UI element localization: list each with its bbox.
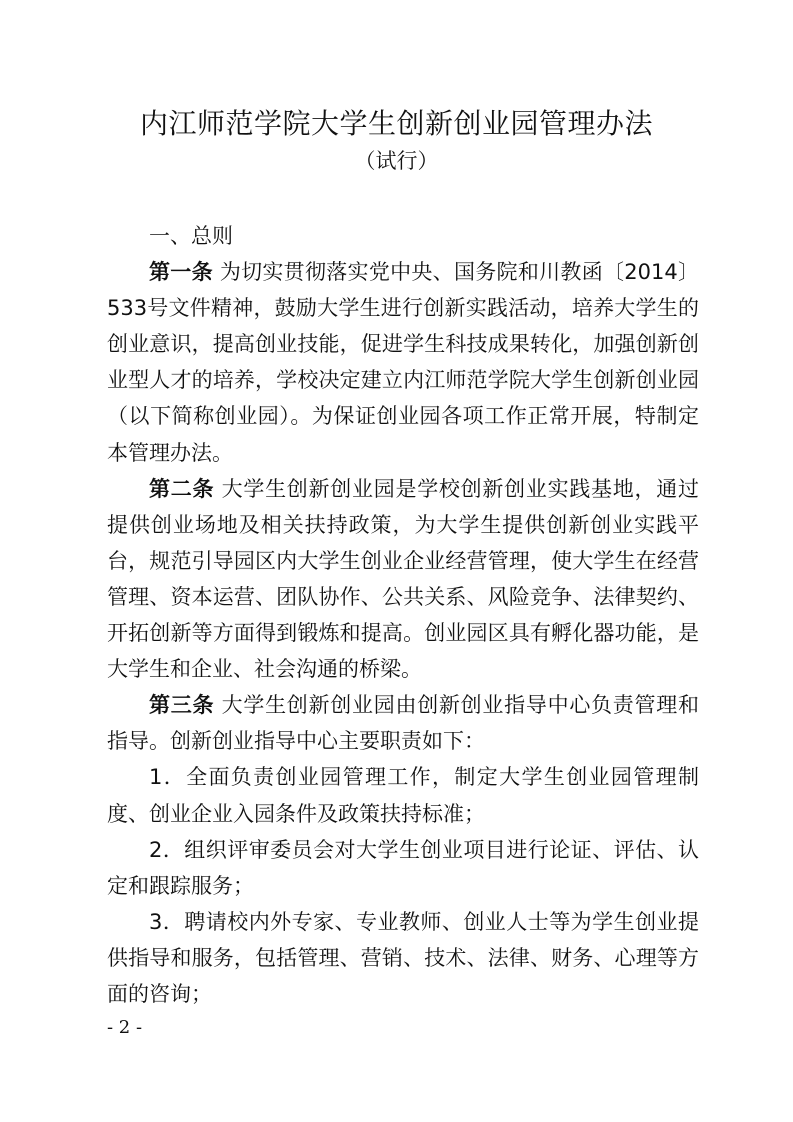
list-item: 2．组织评审委员会对大学生创业项目进行论证、评估、认定和跟踪服务； [107,837,699,898]
list-item: 3．聘请校内外专家、专业教师、创业人士等为学生创业提供指导和服务，包括管理、营销、技术、法律、财务、心理等方面的咨询； [107,909,699,1006]
article-text: 大学生创新创业园是学校创新创业实践基地，通过提供创业场地及相关扶持政策，为大学生提供创新创业实践平台，规范引导园区内大学生创业企业经营管理，使大学生在经营管理、资本运营、团队协作、公共关系、风险竞争、法律契约、开拓创新等方面得到锻炼和提高。创业园区具有孵化器功能，是大学生和企业、社会沟通的桥梁。 [107,476,699,682]
article-paragraph [107,254,699,471]
document-title: 内江师范学院大学生创新创业园管理办法 [139,107,653,140]
article-number: 第三条 [149,693,215,718]
article-text: 大学生创新创业园由创新创业指导中心负责管理和指导。创新创业指导中心主要职责如下： [107,693,699,754]
document-body [107,218,699,1012]
page-number: - 2 - [107,1017,143,1038]
article-text: 为切实贯彻落实党中央、国务院和川教函〔2014〕533号文件精神，鼓励大学生进行创新实践活动，培养大学生的创业意识，提高创业技能，促进学生科技成果转化，加强创新创业型人才的培养，学校决定建立内江师范学院大学生创新创业园（以下简称创业园）。为保证创业园各项工作正常开展，特制定本管理办法。 [107,260,699,465]
list-item: 1．全面负责创业园管理工作，制定大学生创业园管理制度、创业企业入园条件及政策扶持标准； [107,765,699,826]
article-number: 第一条 [149,260,213,285]
section-heading: 一、总则 [149,224,233,248]
article-number: 第二条 [149,476,215,501]
article-paragraph [107,687,699,759]
article-paragraph [107,471,699,688]
document-subtitle: （试行） [354,149,439,173]
